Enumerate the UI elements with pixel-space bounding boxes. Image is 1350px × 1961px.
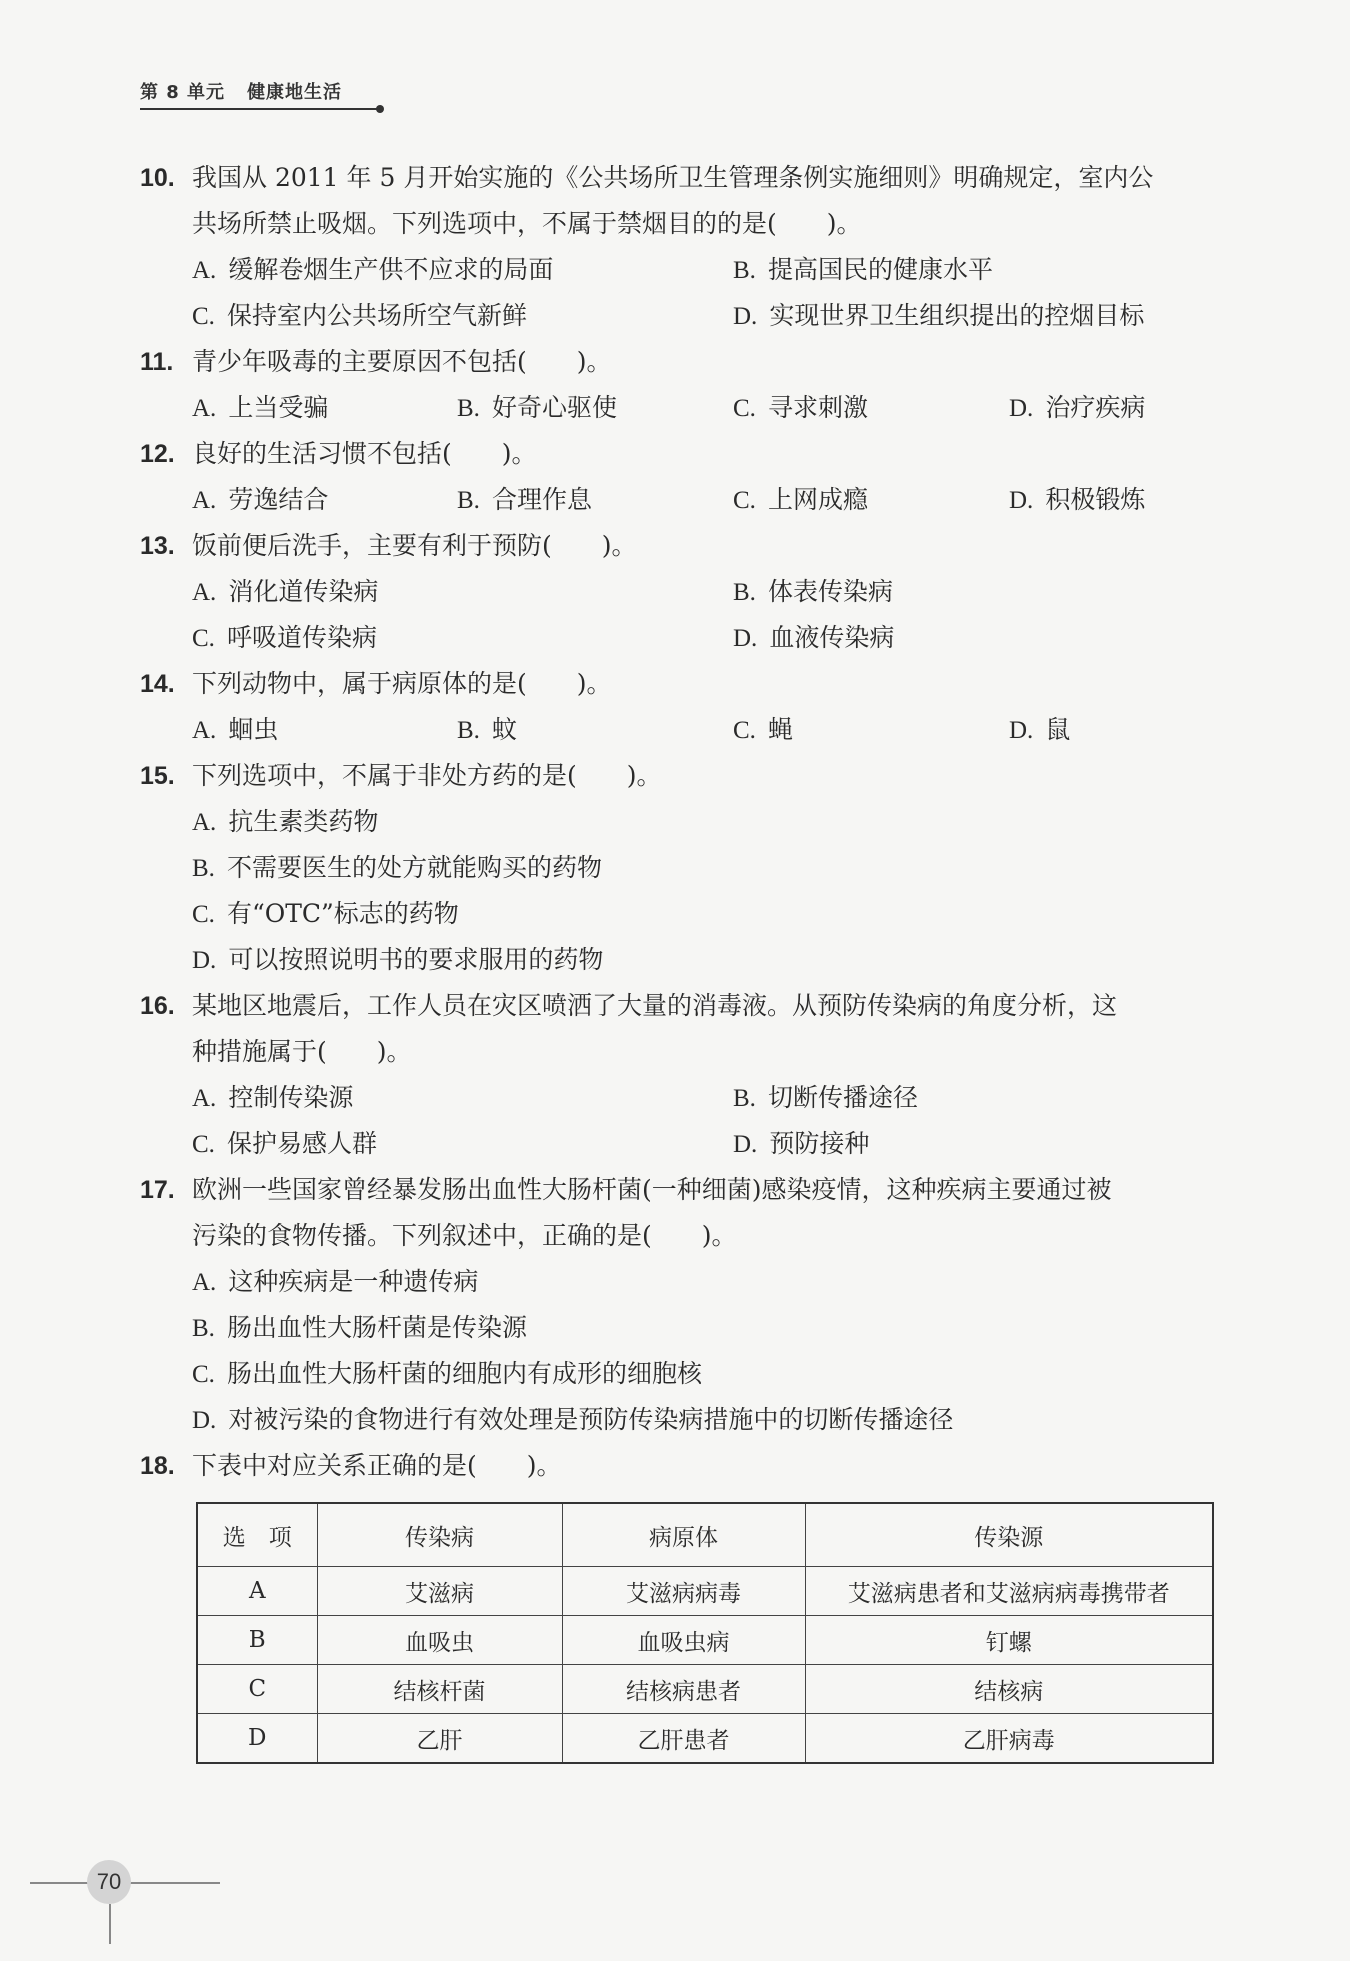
option-d: D. 血液传染病 xyxy=(733,623,895,652)
page-header xyxy=(140,78,385,104)
question-stem-continued: 污染的食物传播。下列叙述中，正确的是( )。 xyxy=(192,1221,737,1250)
question-stem: 欧洲一些国家曾经暴发肠出血性大肠杆菌(一种细菌)感染疫情，这种疾病主要通过被 xyxy=(192,1175,1112,1204)
option-b: B. 提高国民的健康水平 xyxy=(733,255,993,284)
question-11 xyxy=(140,339,1220,431)
option-c: C. 保护易感人群 xyxy=(192,1129,377,1158)
question-18 xyxy=(140,1443,1220,1489)
option-a: A. 这种疾病是一种遗传病 xyxy=(192,1267,479,1296)
question-number: 14. xyxy=(140,670,175,698)
question-number: 11. xyxy=(140,348,174,376)
table-cell: 结核杆菌 xyxy=(317,1665,562,1714)
table-header-pathogen: 病原体 xyxy=(562,1503,805,1567)
question-15 xyxy=(140,753,1220,983)
table-cell: 乙肝病毒 xyxy=(805,1714,1213,1764)
table-header-row xyxy=(197,1503,1213,1567)
question-list xyxy=(140,155,1220,1489)
question-number: 13. xyxy=(140,532,175,560)
table-header-option: 选 项 xyxy=(197,1503,317,1567)
table-cell: 乙肝 xyxy=(317,1714,562,1764)
table-cell: A xyxy=(197,1567,317,1616)
option-d: D. 可以按照说明书的要求服用的药物 xyxy=(192,945,604,974)
option-a: A. 控制传染源 xyxy=(192,1083,354,1112)
option-a: A. 上当受骗 xyxy=(192,393,329,422)
question-number: 18. xyxy=(140,1452,175,1480)
option-d: D. 对被污染的食物进行有效处理是预防传染病措施中的切断传播途径 xyxy=(192,1405,954,1434)
option-d: D. 鼠 xyxy=(1009,715,1071,744)
option-c: C. 有“OTC”标志的药物 xyxy=(192,899,459,928)
question-14 xyxy=(140,661,1220,753)
question-stem: 饭前便后洗手，主要有利于预防( )。 xyxy=(192,531,637,560)
option-c: C. 肠出血性大肠杆菌的细胞内有成形的细胞核 xyxy=(192,1359,702,1388)
question-stem: 我国从 2011 年 5 月开始实施的《公共场所卫生管理条例实施细则》明确规定，室内公 xyxy=(192,163,1154,192)
question-12 xyxy=(140,431,1220,523)
question-stem-continued: 种措施属于( )。 xyxy=(192,1037,412,1066)
table-cell: 艾滋病患者和艾滋病病毒携带者 xyxy=(805,1567,1213,1616)
question-stem: 下列动物中，属于病原体的是( )。 xyxy=(192,669,612,698)
unit-label: 第 8 单元 xyxy=(140,82,226,103)
option-a: A. 抗生素类药物 xyxy=(192,807,379,836)
option-a: A. 缓解卷烟生产供不应求的局面 xyxy=(192,255,554,284)
option-c: C. 蝇 xyxy=(733,715,793,744)
option-c: C. 呼吸道传染病 xyxy=(192,623,377,652)
table-cell: D xyxy=(197,1714,317,1764)
option-d: D. 预防接种 xyxy=(733,1129,870,1158)
table-row xyxy=(197,1616,1213,1665)
table-cell: 艾滋病病毒 xyxy=(562,1567,805,1616)
page-number: 70 xyxy=(87,1860,131,1904)
option-d: D. 治疗疾病 xyxy=(1009,393,1146,422)
option-b: B. 切断传播途径 xyxy=(733,1083,918,1112)
page-number-stem xyxy=(109,1904,111,1944)
question-16 xyxy=(140,983,1220,1167)
option-b: B. 体表传染病 xyxy=(733,577,893,606)
header-text xyxy=(140,78,385,104)
question-13 xyxy=(140,523,1220,661)
option-d: D. 实现世界卫生组织提出的控烟目标 xyxy=(733,301,1145,330)
unit-title: 健康地生活 xyxy=(247,82,343,103)
question-number: 12. xyxy=(140,440,175,468)
option-b: B. 蚊 xyxy=(457,715,517,744)
question-17 xyxy=(140,1167,1220,1443)
question-number: 16. xyxy=(140,992,175,1020)
question-stem: 良好的生活习惯不包括( )。 xyxy=(192,439,537,468)
question-number: 17. xyxy=(140,1176,175,1204)
table-cell: 血吸虫 xyxy=(317,1616,562,1665)
option-a: A. 蛔虫 xyxy=(192,715,279,744)
option-c: C. 寻求刺激 xyxy=(733,393,868,422)
option-c: C. 上网成瘾 xyxy=(733,485,868,514)
question-10 xyxy=(140,155,1220,339)
table-cell: C xyxy=(197,1665,317,1714)
question-number: 15. xyxy=(140,762,175,790)
table-header-disease: 传染病 xyxy=(317,1503,562,1567)
table-row xyxy=(197,1714,1213,1764)
header-rule xyxy=(140,108,380,110)
question-stem: 青少年吸毒的主要原因不包括( )。 xyxy=(192,347,612,376)
answer-table xyxy=(196,1502,1214,1764)
table-header-source: 传染源 xyxy=(805,1503,1213,1567)
table-row xyxy=(197,1567,1213,1616)
question-stem: 某地区地震后，工作人员在灾区喷洒了大量的消毒液。从预防传染病的角度分析，这 xyxy=(192,991,1118,1020)
question-stem: 下列选项中，不属于非处方药的是( )。 xyxy=(192,761,662,790)
table-cell: 结核病 xyxy=(805,1665,1213,1714)
option-b: B. 不需要医生的处方就能购买的药物 xyxy=(192,853,602,882)
option-b: B. 合理作息 xyxy=(457,485,592,514)
question-stem: 下表中对应关系正确的是( )。 xyxy=(192,1451,562,1480)
option-a: A. 消化道传染病 xyxy=(192,577,379,606)
option-b: B. 肠出血性大肠杆菌是传染源 xyxy=(192,1313,527,1342)
question-number: 10. xyxy=(140,164,175,192)
table-cell: 结核病患者 xyxy=(562,1665,805,1714)
page-number-marker xyxy=(30,1860,230,1940)
option-b: B. 好奇心驱使 xyxy=(457,393,617,422)
option-a: A. 劳逸结合 xyxy=(192,485,329,514)
question-stem-continued: 共场所禁止吸烟。下列选项中，不属于禁烟目的的是( )。 xyxy=(192,209,862,238)
table-cell: B xyxy=(197,1616,317,1665)
table-cell: 钉螺 xyxy=(805,1616,1213,1665)
table-cell: 血吸虫病 xyxy=(562,1616,805,1665)
table-row xyxy=(197,1665,1213,1714)
table-cell: 艾滋病 xyxy=(317,1567,562,1616)
table-cell: 乙肝患者 xyxy=(562,1714,805,1764)
option-c: C. 保持室内公共场所空气新鲜 xyxy=(192,301,527,330)
option-d: D. 积极锻炼 xyxy=(1009,485,1146,514)
header-dot xyxy=(376,105,384,113)
